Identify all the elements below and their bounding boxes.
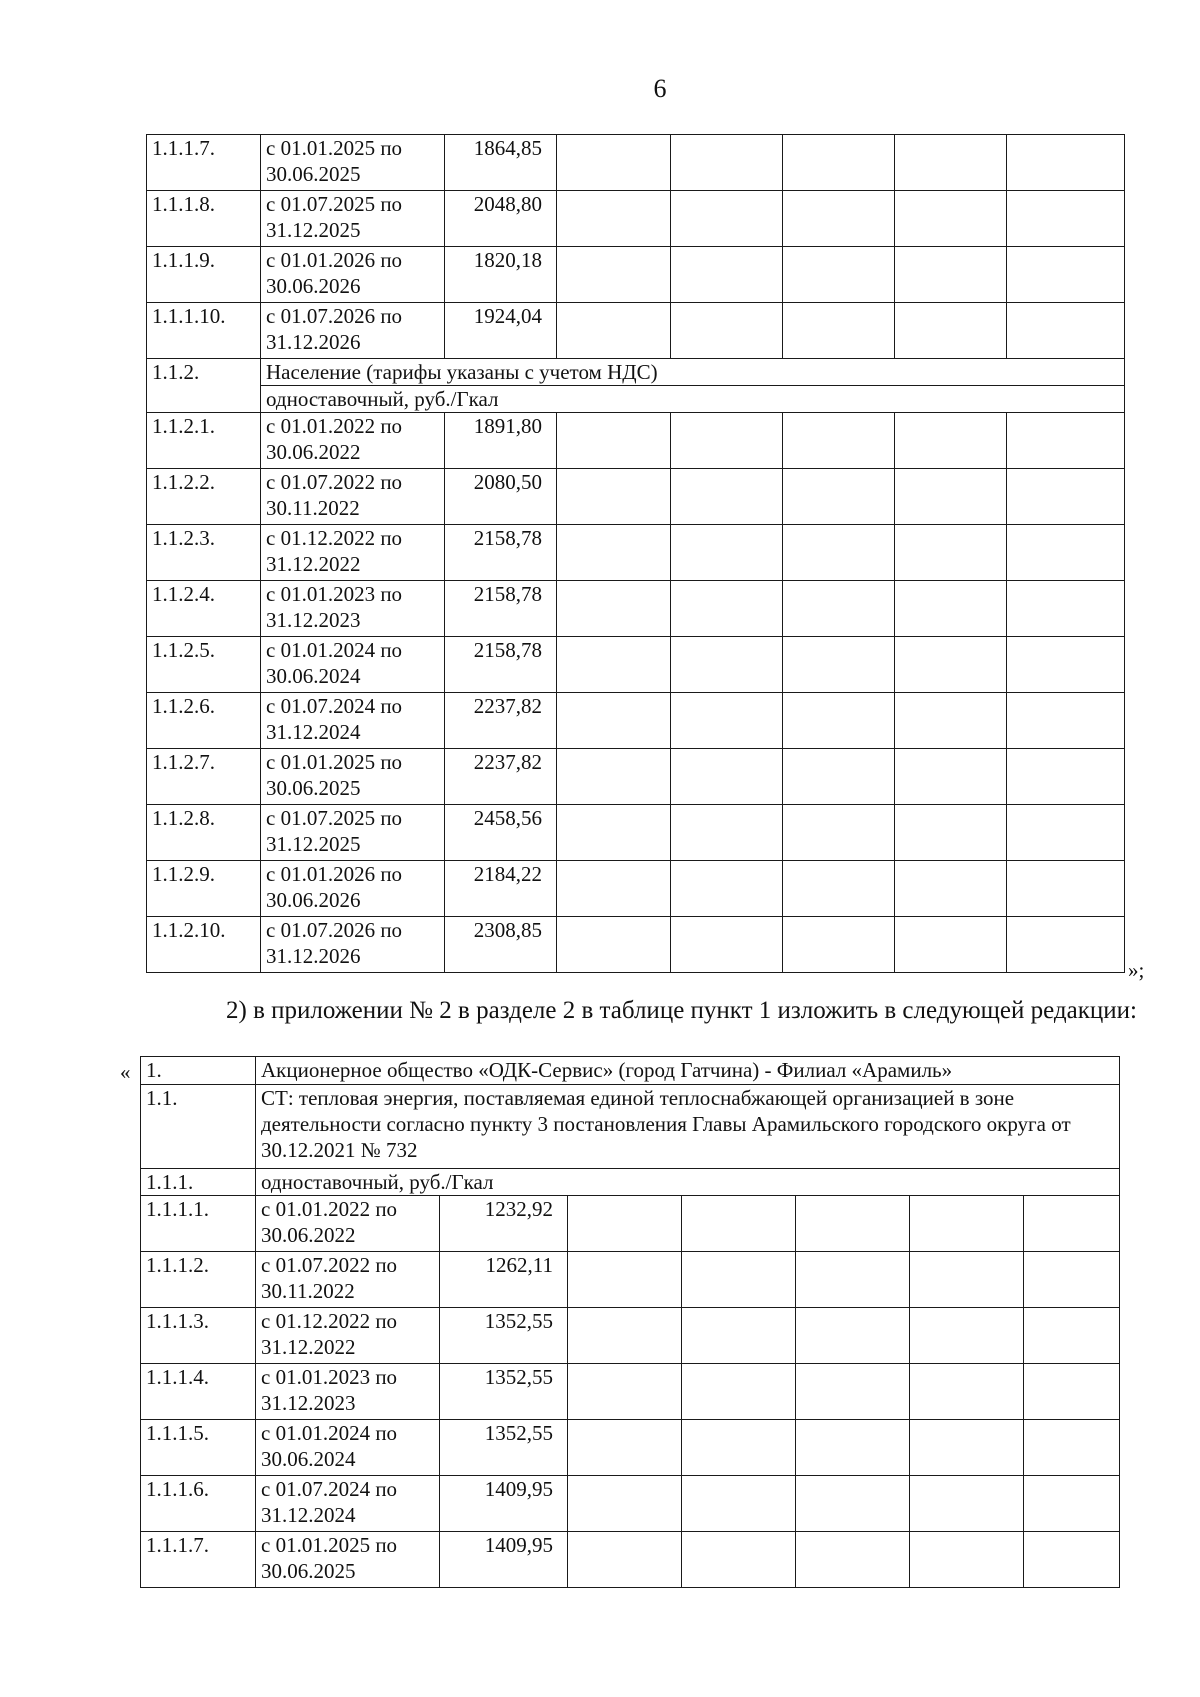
period-end: 31.12.2026: [266, 944, 361, 968]
empty-cell: [796, 1308, 910, 1364]
empty-cell: [671, 693, 783, 749]
empty-cell: [910, 1532, 1024, 1588]
empty-cell: [783, 469, 895, 525]
period-start: с 01.01.2026 по: [266, 248, 403, 272]
row-number: 1.1.2.5.: [147, 637, 261, 693]
period-start: с 01.01.2024 по: [266, 638, 403, 662]
table-row: [147, 303, 1125, 359]
empty-cell: [895, 135, 1007, 191]
empty-cell: [1024, 1476, 1120, 1532]
table-row: [141, 1420, 1120, 1476]
org-number: 1.: [141, 1057, 256, 1085]
row-number: 1.1.2.8.: [147, 805, 261, 861]
table-row: [147, 749, 1125, 805]
tariff-value: 2237,82: [445, 693, 557, 749]
table-row: [141, 1308, 1120, 1364]
empty-cell: [895, 693, 1007, 749]
row-number: 1.1.2.1.: [147, 413, 261, 469]
empty-cell: [1007, 805, 1125, 861]
empty-cell: [783, 581, 895, 637]
table-row: [141, 1364, 1120, 1420]
period-end: 31.12.2026: [266, 330, 361, 354]
empty-cell: [910, 1308, 1024, 1364]
empty-cell: [1007, 247, 1125, 303]
period-cell: [256, 1476, 440, 1532]
tariff-value: 2080,50: [445, 469, 557, 525]
empty-cell: [568, 1476, 682, 1532]
period-end: 30.06.2025: [261, 1559, 356, 1583]
tariff-value: 1891,80: [445, 413, 557, 469]
group-number: 1.1.2.: [147, 359, 261, 413]
period-end: 30.06.2026: [266, 274, 361, 298]
row-number: 1.1.1.1.: [141, 1196, 256, 1252]
period-cell: [256, 1364, 440, 1420]
period-end: 30.06.2026: [266, 888, 361, 912]
tariff-value: 1924,04: [445, 303, 557, 359]
table-row: [141, 1196, 1120, 1252]
empty-cell: [671, 637, 783, 693]
empty-cell: [557, 413, 671, 469]
amendment-paragraph: 2) в приложении № 2 в разделе 2 в таблице пункт 1 изложить в следующей редакции:: [226, 997, 1137, 1024]
empty-cell: [1024, 1532, 1120, 1588]
empty-cell: [1007, 693, 1125, 749]
period-cell: [261, 581, 445, 637]
empty-cell: [783, 525, 895, 581]
table-row: [147, 413, 1125, 469]
closing-quote: »;: [1128, 958, 1145, 982]
empty-cell: [895, 413, 1007, 469]
period-cell: [261, 525, 445, 581]
row-number: 1.1.2.2.: [147, 469, 261, 525]
table-row: [141, 1252, 1120, 1308]
empty-cell: [671, 917, 783, 973]
tariff-value: 1352,55: [440, 1420, 568, 1476]
tariff-value: 1262,11: [440, 1252, 568, 1308]
table-row: [147, 191, 1125, 247]
empty-cell: [671, 749, 783, 805]
empty-cell: [895, 637, 1007, 693]
empty-cell: [557, 247, 671, 303]
empty-cell: [1024, 1420, 1120, 1476]
tariff-value: 2158,78: [445, 581, 557, 637]
tariff-value: 2184,22: [445, 861, 557, 917]
period-end: 30.11.2022: [261, 1279, 355, 1303]
table-row: [147, 805, 1125, 861]
empty-cell: [910, 1420, 1024, 1476]
period-cell: [256, 1420, 440, 1476]
section-number: 1.1.: [141, 1085, 256, 1169]
period-cell: [261, 637, 445, 693]
empty-cell: [1007, 135, 1125, 191]
empty-cell: [1007, 637, 1125, 693]
period-start: с 01.01.2025 по: [266, 750, 403, 774]
period-start: с 01.01.2024 по: [261, 1421, 398, 1445]
tariff-value: 1820,18: [445, 247, 557, 303]
period-end: 30.06.2025: [266, 776, 361, 800]
period-cell: [261, 805, 445, 861]
empty-cell: [895, 861, 1007, 917]
empty-cell: [910, 1196, 1024, 1252]
empty-cell: [1007, 469, 1125, 525]
period-cell: [261, 413, 445, 469]
section-text: СТ: тепловая энергия, поставляемая единой теплоснабжающей организацией в зоне деятельности согласно пункту 3 постановления Главы Арамильского городского округа от 30.12.2021 № 732: [256, 1085, 1120, 1169]
period-cell: [261, 749, 445, 805]
period-start: с 01.07.2022 по: [266, 470, 403, 494]
opening-quote: «: [120, 1060, 131, 1084]
row-number: 1.1.1.4.: [141, 1364, 256, 1420]
period-start: с 01.01.2023 по: [266, 582, 403, 606]
period-cell: [256, 1196, 440, 1252]
row-number: 1.1.1.10.: [147, 303, 261, 359]
period-cell: [261, 693, 445, 749]
empty-cell: [796, 1476, 910, 1532]
tariff-value: 1232,92: [440, 1196, 568, 1252]
empty-cell: [671, 135, 783, 191]
row-number: 1.1.2.9.: [147, 861, 261, 917]
empty-cell: [671, 525, 783, 581]
period-end: 31.12.2023: [261, 1391, 356, 1415]
empty-cell: [1007, 525, 1125, 581]
tariff-number: 1.1.1.: [141, 1169, 256, 1196]
empty-cell: [783, 247, 895, 303]
period-end: 31.12.2022: [261, 1335, 356, 1359]
period-start: с 01.07.2025 по: [266, 192, 403, 216]
empty-cell: [682, 1532, 796, 1588]
period-start: с 01.01.2023 по: [261, 1365, 398, 1389]
row-number: 1.1.2.4.: [147, 581, 261, 637]
empty-cell: [783, 303, 895, 359]
empty-cell: [1024, 1364, 1120, 1420]
empty-cell: [671, 805, 783, 861]
empty-cell: [682, 1420, 796, 1476]
empty-cell: [1007, 749, 1125, 805]
empty-cell: [682, 1252, 796, 1308]
row-number: 1.1.1.7.: [141, 1532, 256, 1588]
period-start: с 01.07.2024 по: [266, 694, 403, 718]
table-row: [147, 861, 1125, 917]
empty-cell: [895, 191, 1007, 247]
empty-cell: [568, 1364, 682, 1420]
page-number: 6: [653, 74, 667, 103]
table-row: [147, 525, 1125, 581]
empty-cell: [568, 1252, 682, 1308]
period-cell: [261, 191, 445, 247]
row-number: 1.1.1.3.: [141, 1308, 256, 1364]
empty-cell: [783, 135, 895, 191]
period-cell: [261, 303, 445, 359]
empty-cell: [796, 1532, 910, 1588]
empty-cell: [783, 805, 895, 861]
empty-cell: [910, 1252, 1024, 1308]
empty-cell: [671, 247, 783, 303]
empty-cell: [1007, 413, 1125, 469]
period-end: 31.12.2022: [266, 552, 361, 576]
empty-cell: [783, 191, 895, 247]
group-title: Население (тарифы указаны с учетом НДС): [261, 359, 1125, 386]
tariff-value: 2048,80: [445, 191, 557, 247]
empty-cell: [1007, 861, 1125, 917]
period-start: с 01.07.2026 по: [266, 304, 403, 328]
period-cell: [256, 1252, 440, 1308]
period-start: с 01.12.2022 по: [261, 1309, 398, 1333]
period-end: 30.06.2022: [266, 440, 361, 464]
empty-cell: [783, 749, 895, 805]
empty-cell: [568, 1196, 682, 1252]
tariff-text: одноставочный, руб./Гкал: [256, 1169, 1120, 1196]
empty-cell: [1007, 917, 1125, 973]
empty-cell: [557, 749, 671, 805]
period-start: с 01.07.2025 по: [266, 806, 403, 830]
empty-cell: [796, 1196, 910, 1252]
row-number: 1.1.1.6.: [141, 1476, 256, 1532]
table-row: [147, 469, 1125, 525]
org-name: Акционерное общество «ОДК-Сервис» (город Гатчина) - Филиал «Арамиль»: [256, 1057, 1120, 1085]
period-cell: [261, 135, 445, 191]
row-number: 1.1.2.6.: [147, 693, 261, 749]
row-number: 1.1.1.8.: [147, 191, 261, 247]
tariff-row: [141, 1169, 1120, 1196]
row-number: 1.1.2.3.: [147, 525, 261, 581]
group-row: [147, 359, 1125, 386]
table-row: [141, 1476, 1120, 1532]
period-start: с 01.07.2024 по: [261, 1477, 398, 1501]
period-start: с 01.01.2022 по: [261, 1197, 398, 1221]
section-row: [141, 1085, 1120, 1169]
empty-cell: [895, 581, 1007, 637]
empty-cell: [557, 637, 671, 693]
tariff-value: 1352,55: [440, 1308, 568, 1364]
period-end: 30.11.2022: [266, 496, 360, 520]
table-row: [147, 135, 1125, 191]
empty-cell: [557, 191, 671, 247]
empty-cell: [568, 1532, 682, 1588]
empty-cell: [783, 637, 895, 693]
tariff-value: 1864,85: [445, 135, 557, 191]
tariff-value: 2458,56: [445, 805, 557, 861]
period-end: 31.12.2024: [261, 1503, 356, 1527]
org-row: [141, 1057, 1120, 1085]
empty-cell: [895, 247, 1007, 303]
table-row: [147, 247, 1125, 303]
period-cell: [261, 469, 445, 525]
empty-cell: [1007, 191, 1125, 247]
empty-cell: [671, 191, 783, 247]
empty-cell: [557, 303, 671, 359]
period-end: 30.06.2024: [261, 1447, 356, 1471]
period-start: с 01.01.2025 по: [261, 1533, 398, 1557]
empty-cell: [895, 749, 1007, 805]
period-cell: [256, 1532, 440, 1588]
tariff-value: 2158,78: [445, 525, 557, 581]
period-end: 30.06.2024: [266, 664, 361, 688]
empty-cell: [557, 917, 671, 973]
table-row: [147, 581, 1125, 637]
empty-cell: [895, 525, 1007, 581]
period-start: с 01.01.2022 по: [266, 414, 403, 438]
period-start: с 01.07.2022 по: [261, 1253, 398, 1277]
tariff-value: 2308,85: [445, 917, 557, 973]
empty-cell: [568, 1308, 682, 1364]
empty-cell: [557, 861, 671, 917]
empty-cell: [557, 581, 671, 637]
row-number: 1.1.1.5.: [141, 1420, 256, 1476]
empty-cell: [568, 1420, 682, 1476]
empty-cell: [796, 1364, 910, 1420]
empty-cell: [671, 303, 783, 359]
period-cell: [261, 247, 445, 303]
empty-cell: [895, 303, 1007, 359]
empty-cell: [557, 693, 671, 749]
empty-cell: [557, 135, 671, 191]
row-number: 1.1.2.10.: [147, 917, 261, 973]
empty-cell: [895, 469, 1007, 525]
group-subtitle: одноставочный, руб./Гкал: [261, 386, 1125, 413]
empty-cell: [671, 413, 783, 469]
tariff-table-continued: [146, 134, 1125, 973]
tariff-table-new: [140, 1056, 1120, 1588]
empty-cell: [1024, 1252, 1120, 1308]
period-end: 30.06.2025: [266, 162, 361, 186]
period-end: 31.12.2025: [266, 218, 361, 242]
empty-cell: [783, 693, 895, 749]
empty-cell: [682, 1364, 796, 1420]
empty-cell: [682, 1476, 796, 1532]
tariff-value: 2158,78: [445, 637, 557, 693]
tariff-value: 1409,95: [440, 1532, 568, 1588]
empty-cell: [1007, 303, 1125, 359]
table-row: [147, 637, 1125, 693]
empty-cell: [671, 861, 783, 917]
tariff-value: 2237,82: [445, 749, 557, 805]
period-cell: [261, 861, 445, 917]
empty-cell: [557, 469, 671, 525]
empty-cell: [1024, 1196, 1120, 1252]
group-subtitle-row: [147, 386, 1125, 413]
period-end: 31.12.2025: [266, 832, 361, 856]
empty-cell: [682, 1308, 796, 1364]
empty-cell: [1024, 1308, 1120, 1364]
period-end: 30.06.2022: [261, 1223, 356, 1247]
empty-cell: [557, 525, 671, 581]
empty-cell: [671, 469, 783, 525]
empty-cell: [682, 1196, 796, 1252]
row-number: 1.1.1.2.: [141, 1252, 256, 1308]
empty-cell: [1007, 581, 1125, 637]
table-row: [147, 693, 1125, 749]
table-row: [141, 1532, 1120, 1588]
empty-cell: [895, 805, 1007, 861]
period-start: с 01.01.2026 по: [266, 862, 403, 886]
empty-cell: [671, 581, 783, 637]
empty-cell: [557, 805, 671, 861]
table-row: [147, 917, 1125, 973]
period-start: с 01.12.2022 по: [266, 526, 403, 550]
empty-cell: [783, 917, 895, 973]
empty-cell: [783, 413, 895, 469]
row-number: 1.1.1.9.: [147, 247, 261, 303]
row-number: 1.1.1.7.: [147, 135, 261, 191]
period-end: 31.12.2024: [266, 720, 361, 744]
tariff-value: 1352,55: [440, 1364, 568, 1420]
tariff-value: 1409,95: [440, 1476, 568, 1532]
period-cell: [256, 1308, 440, 1364]
empty-cell: [796, 1252, 910, 1308]
period-start: с 01.07.2026 по: [266, 918, 403, 942]
period-end: 31.12.2023: [266, 608, 361, 632]
empty-cell: [910, 1364, 1024, 1420]
period-cell: [261, 917, 445, 973]
empty-cell: [910, 1476, 1024, 1532]
period-start: с 01.01.2025 по: [266, 136, 403, 160]
empty-cell: [783, 861, 895, 917]
empty-cell: [796, 1420, 910, 1476]
row-number: 1.1.2.7.: [147, 749, 261, 805]
empty-cell: [895, 917, 1007, 973]
